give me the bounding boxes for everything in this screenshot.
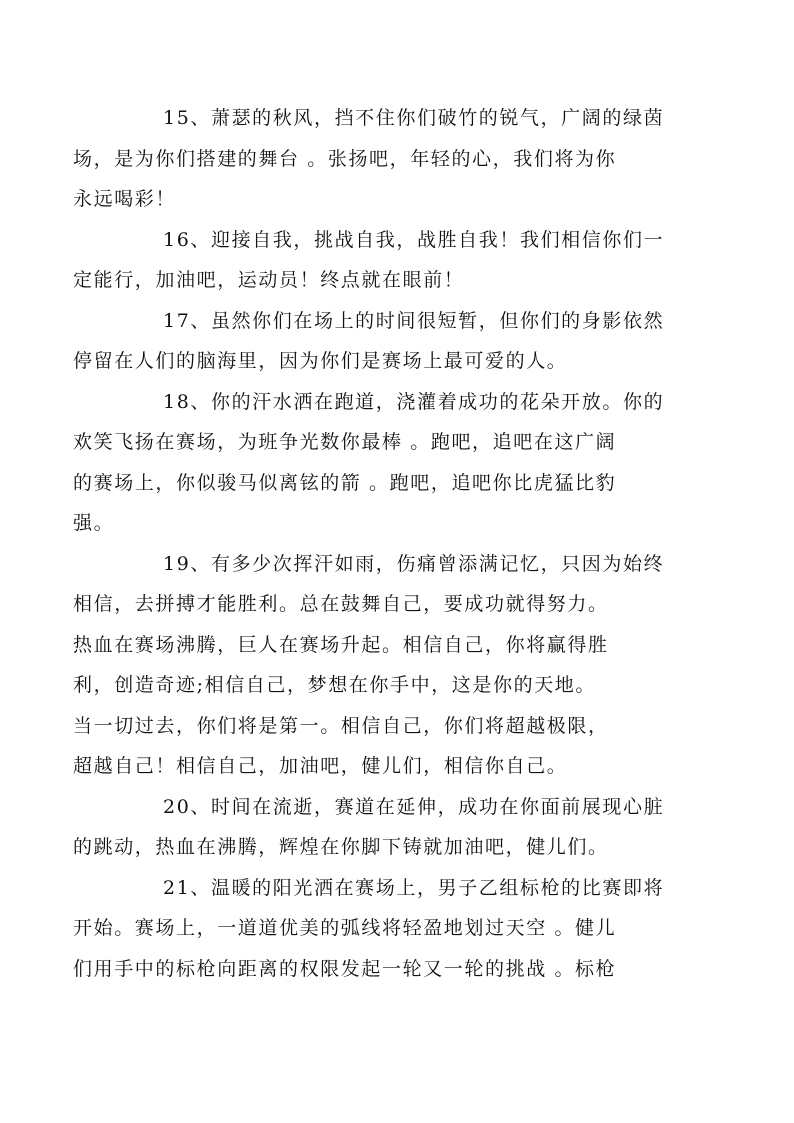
paragraph-line: 强。	[73, 512, 115, 534]
paragraph-line: 欢笑飞扬在赛场，为班争光数你最棒 。跑吧，追吧在这广阔	[73, 431, 617, 453]
paragraph-20	[73, 787, 690, 868]
paragraph-line: 的赛场上，你似骏马似离铉的箭 。跑吧，追吧你比虎猛比豹	[73, 471, 617, 494]
paragraph-18	[73, 382, 690, 544]
paragraph-line: 超越自己！相信自己，加油吧，健儿们，相信你自己。	[73, 755, 568, 777]
paragraph-line: 19、有多少次挥汗如雨，伤痛曾添满记忆，只因为始终	[163, 552, 665, 575]
paragraph-line: 16、迎接自我，挑战自我，战胜自我！我们相信你们一	[163, 228, 665, 251]
paragraph-17	[73, 301, 690, 382]
paragraph-line: 热血在赛场沸腾，巨人在赛场升起。相信自己，你将赢得胜	[73, 633, 609, 656]
paragraph-line: 18、你的汗水洒在跑道，浇灌着成功的花朵开放。你的	[163, 390, 665, 413]
paragraph-line: 17、虽然你们在场上的时间很短暂，但你们的身影依然	[163, 309, 665, 332]
paragraph-line: 永远喝彩！	[73, 188, 177, 210]
paragraph-line: 相信，去拼搏才能胜利。总在鼓舞自己，要成功就得努力。	[73, 593, 609, 615]
paragraph-19	[73, 544, 690, 787]
paragraph-15	[73, 98, 690, 220]
document-body	[73, 98, 690, 989]
paragraph-line: 15、萧瑟的秋风，挡不住你们破竹的锐气，广阔的绿茵	[163, 107, 665, 129]
paragraph-line: 21、温暖的阳光洒在赛场上，男子乙组标枪的比赛即将	[163, 876, 665, 899]
paragraph-16	[73, 220, 690, 301]
paragraph-line: 利，创造奇迹;相信自己，梦想在你手中，这是你的天地。	[73, 674, 597, 696]
paragraph-line: 20、时间在流逝，赛道在延伸，成功在你面前展现心脏	[163, 795, 665, 818]
paragraph-line: 们用手中的标枪向距离的权限发起一轮又一轮的挑战 。标枪	[73, 957, 617, 980]
paragraph-line: 停留在人们的脑海里，因为你们是赛场上最可爱的人。	[73, 350, 568, 372]
paragraph-line: 当一切过去，你们将是第一。相信自己，你们将超越极限，	[73, 714, 609, 737]
paragraph-line: 的跳动，热血在沸腾，辉煌在你脚下铸就加油吧，健儿们。	[73, 836, 609, 858]
paragraph-line: 场，是为你们搭建的舞台 。张扬吧，年轻的心，我们将为你	[73, 147, 617, 170]
paragraph-line: 定能行，加油吧，运动员！终点就在眼前！	[73, 269, 465, 291]
paragraph-line: 开始。赛场上，一道道优美的弧线将轻盈地划过天空 。健儿	[73, 917, 617, 939]
paragraph-21	[73, 868, 690, 990]
